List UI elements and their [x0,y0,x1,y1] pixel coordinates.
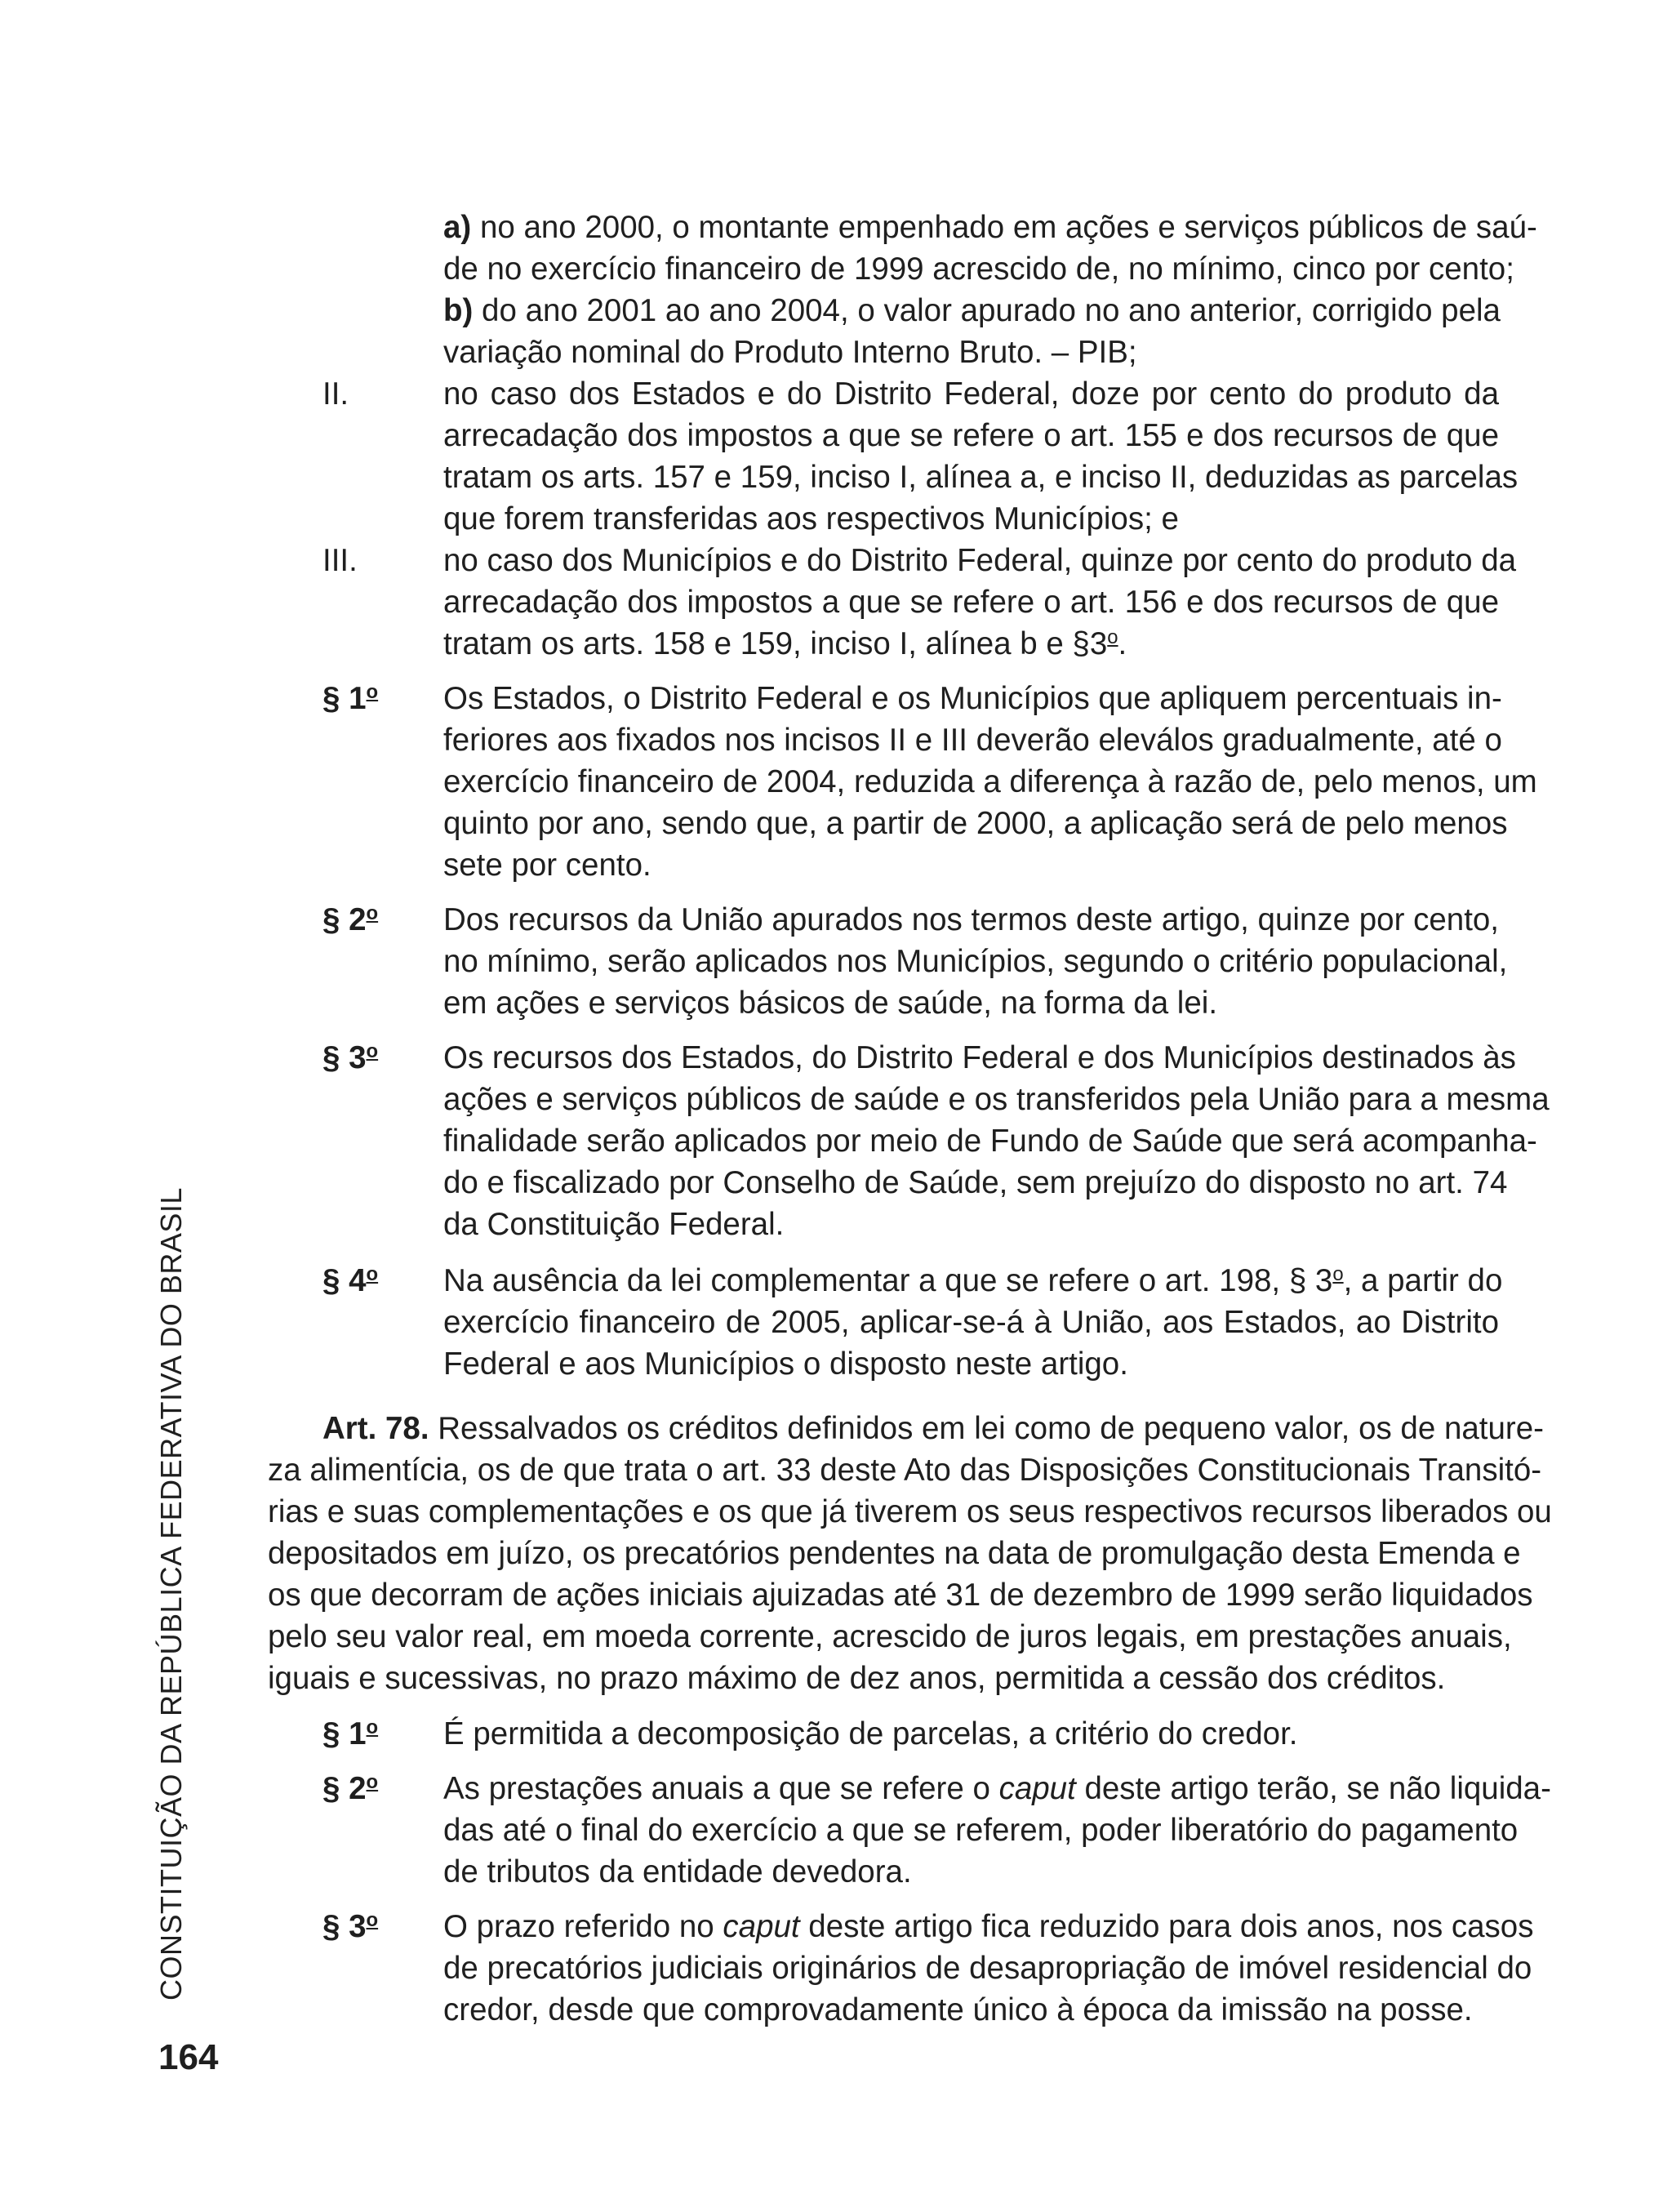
alinea-a-line: a) no ano 2000, o montante empenhado em ações e serviços públicos de saú- [443,210,1537,245]
sidebar-title: CONSTITUIÇÃO DA REPÚBLICA FEDERATIVA DO BRASIL [154,1187,188,2001]
alinea-b-label: b) [443,293,474,328]
paragraph-line: ações e serviços públicos de saúde e os transferidos pela União para a mesma [443,1082,1550,1117]
paragraph-line: Na ausência da lei complementar a que se refere o art. 198, § 3$^o$, a partir do [443,1262,1503,1298]
paragraph-line: da Constituição Federal. [443,1207,785,1242]
alinea-b-line: variação nominal do Produto Interno Bruto. – PIB; [443,335,1137,370]
paragraph-line: de precatórios judiciais originários de desapropriação de imóvel residencial do [443,1951,1532,1986]
article-line: za alimentícia, os de que trata o art. 33 deste Ato das Disposições Constitucionais Transitó- [268,1453,1542,1488]
paragraph-line: do e fiscalizado por Conselho de Saúde, sem prejuízo do disposto no art. 74 [443,1165,1508,1200]
inciso-line: no caso dos Municípios e do Distrito Federal, quinze por cento do produto da [443,543,1517,578]
paragraph-line: É permitida a decomposição de parcelas, a critério do credor. [443,1716,1298,1751]
paragraph-line: Os Estados, o Distrito Federal e os Municípios que apliquem percentuais in- [443,681,1502,716]
paragraph-label: § 2$^o$ [322,901,379,937]
inciso-line: arrecadação dos impostos a que se refere o art. 155 e dos recursos de que [443,418,1499,453]
paragraph-line: exercício financeiro de 2004, reduzida a diferença à razão de, pelo menos, um [443,764,1537,799]
paragraph-line: quinto por ano, sendo que, a partir de 2000, a aplicação será de pelo menos [443,806,1508,841]
inciso-line: no caso dos Estados e do Distrito Federal, doze por cento do produto da [443,376,1499,412]
paragraph-line: feriores aos fixados nos incisos II e III deverão eleválos gradualmente, até o [443,723,1502,758]
paragraph-line: em ações e serviços básicos de saúde, na forma da lei. [443,986,1218,1021]
paragraph-line: O prazo referido no caput deste artigo fica reduzido para dois anos, nos casos [443,1909,1534,1944]
paragraph-line: finalidade serão aplicados por meio de Fundo de Saúde que será acompanha- [443,1124,1537,1159]
paragraph-line: sete por cento. [443,848,651,883]
paragraph-line: exercício financeiro de 2005, aplicar-se-á à União, aos Estados, ao Distrito [443,1305,1499,1340]
inciso-label: II. [322,376,349,412]
page-number: 164 [158,2037,219,2077]
article-heading: Art. 78. [322,1411,429,1446]
paragraph-line: As prestações anuais a que se refere o caput deste artigo terão, se não liquida- [443,1771,1551,1806]
inciso-line: arrecadação dos impostos a que se refere o art. 156 e dos recursos de que [443,585,1499,620]
paragraph-label: § 4$^o$ [322,1262,379,1298]
paragraph-line: das até o final do exercício a que se referem, poder liberatório do pagamento [443,1813,1519,1848]
paragraph-line: Os recursos dos Estados, do Distrito Federal e dos Municípios destinados às [443,1040,1516,1075]
paragraph-line: Federal e aos Municípios o disposto neste artigo. [443,1346,1128,1382]
article-line: iguais e sucessivas, no prazo máximo de dez anos, permitida a cessão dos créditos. [268,1661,1446,1696]
paragraph-line: de tributos da entidade devedora. [443,1854,912,1889]
paragraph-line: credor, desde que comprovadamente único à época da imissão na posse. [443,1992,1473,2027]
inciso-label: III. [322,543,358,578]
inciso-line: tratam os arts. 158 e 159, inciso I, alínea b e §3$^o$. [443,625,1127,661]
article-line: pelo seu valor real, em moeda corrente, acrescido de juros legais, em prestações anuais, [268,1619,1512,1654]
paragraph-label: § 3$^o$ [322,1908,379,1944]
paragraph-label: § 1$^o$ [322,680,379,716]
alinea-b-line: b) do ano 2001 ao ano 2004, o valor apurado no ano anterior, corrigido pela [443,293,1501,328]
alinea-a-line: de no exercício financeiro de 1999 acrescido de, no mínimo, cinco por cento; [443,251,1514,287]
article-line: Art. 78. Ressalvados os créditos definidos em lei como de pequeno valor, os de nature- [322,1411,1544,1446]
alinea-a-label: a) [443,210,472,245]
paragraph-label: § 2$^o$ [322,1770,379,1806]
paragraph-label: § 3$^o$ [322,1039,379,1075]
inciso-line: tratam os arts. 157 e 159, inciso I, alínea a, e inciso II, deduzidas as parcelas [443,460,1519,495]
article-line: os que decorram de ações iniciais ajuizadas até 31 de dezembro de 1999 serão liquidados [268,1578,1533,1613]
paragraph-label: § 1$^o$ [322,1716,379,1751]
paragraph-line: no mínimo, serão aplicados nos Municípios, segundo o critério populacional, [443,944,1508,979]
paragraph-line: Dos recursos da União apurados nos termos deste artigo, quinze por cento, [443,902,1499,937]
article-line: rias e suas complementações e os que já tiverem os seus respectivos recursos liberados ou [268,1494,1552,1529]
article-78 [268,1408,1552,1699]
inciso-line: que forem transferidas aos respectivos Municípios; e [443,501,1179,536]
article-line: depositados em juízo, os precatórios pendentes na data de promulgação desta Emenda e [268,1536,1521,1571]
